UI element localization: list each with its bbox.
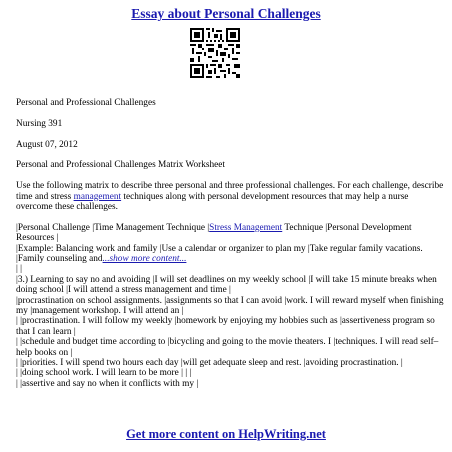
matrix-header-start: |Personal Challenge |Time Management Technique | xyxy=(16,222,210,233)
matrix-row: | |assertive and say no when it conflicts with my | xyxy=(16,378,199,389)
show-more-content-link[interactable]: ...show more content... xyxy=(102,254,187,265)
document-title-link[interactable]: Essay about Personal Challenges xyxy=(131,6,321,21)
essay-date: August 07, 2012 xyxy=(16,139,78,150)
worksheet-title: Personal and Professional Challenges Matrix Worksheet xyxy=(16,160,225,171)
matrix-row: | |procrastination. I will follow my weekly |homework by enjoying my hobbies such as |assertiveness program so that I can learn | xyxy=(16,316,435,337)
document-body xyxy=(16,98,444,389)
matrix-row: |procrastination on school assignments. |assignments so that I can avoid |work. I will reward myself when finishing my |management workshop. I will attend an | xyxy=(16,295,444,317)
get-more-content-link[interactable]: Get more content on HelpWriting.net xyxy=(126,427,326,441)
essay-heading: Personal and Professional Challenges xyxy=(16,98,156,108)
matrix-row: | |schedule and budget time according to |bicycling and going to the movie theaters. I |techniques. I will read self–help books on | xyxy=(16,337,439,358)
matrix-row: | |priorities. I will spend two hours each day |will get adequate sleep and rest. |avoiding procrastination. | xyxy=(16,358,403,369)
matrix-row: | | xyxy=(16,264,23,275)
management-link[interactable]: management xyxy=(73,191,122,202)
matrix-header-row xyxy=(16,223,444,244)
instructions-text-end: techniques along with personal development resources that may help a nurse overcome these challenges. xyxy=(16,191,409,212)
matrix-example-text: |Example: Balancing work and family |Use a calendar or organizer to plan my |Take regular family vacations. |Family counseling and xyxy=(16,243,423,265)
matrix-header-end: Technique |Personal Development Resources | xyxy=(16,222,412,244)
qr-code-icon xyxy=(190,28,240,78)
course-label: Nursing 391 xyxy=(16,118,63,129)
stress-management-link[interactable]: Stress Management xyxy=(209,222,283,233)
matrix-row: | |doing school work. I will learn to be more | | | xyxy=(16,368,192,379)
instructions-text-start: Use the following matrix to describe three personal and three professional challenges. For each challenge, describe time and stress xyxy=(16,181,444,202)
matrix-example-row xyxy=(16,244,444,265)
matrix-row: |3.) Learning to say no and avoiding |I will set deadlines on my weekly school |I will take 15 minute breaks when doing school |I will attend a stress management and time | xyxy=(16,274,437,296)
instructions-paragraph xyxy=(16,181,444,212)
